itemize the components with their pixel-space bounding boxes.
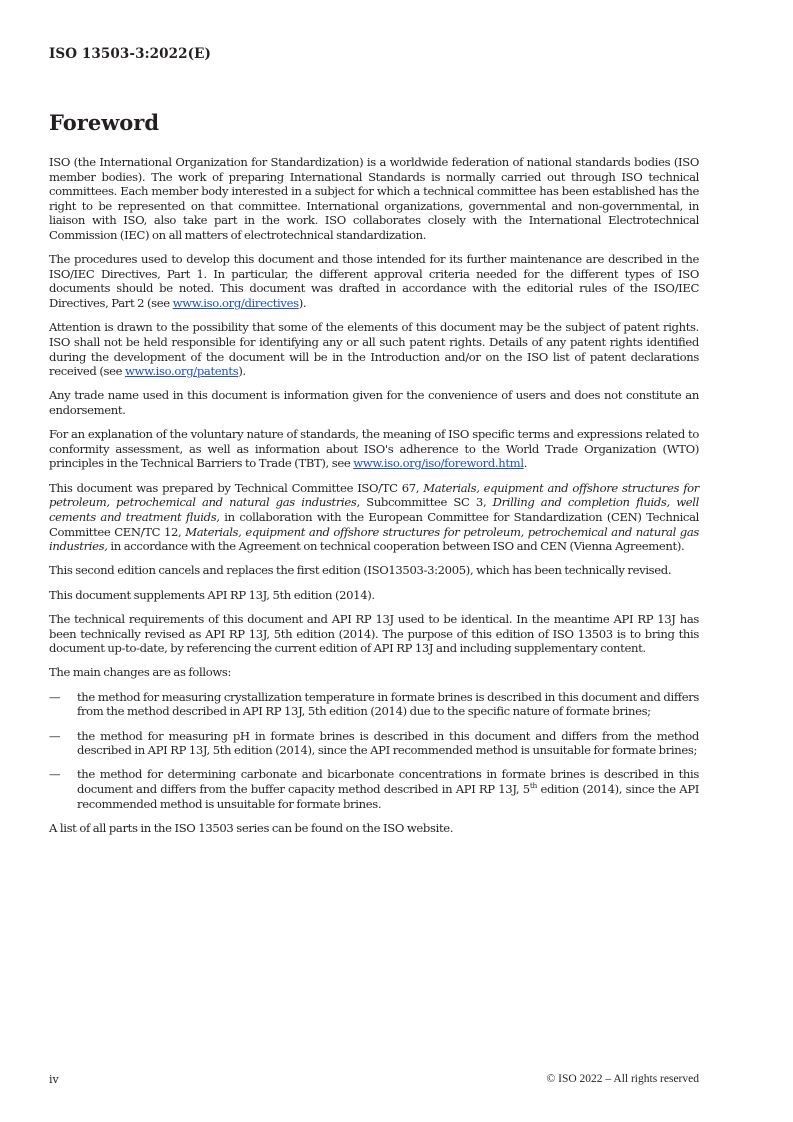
paragraph-main-changes-intro: The main changes are as follows: — [49, 665, 232, 680]
list-item — [49, 729, 699, 758]
paragraph-parts-list: A list of all parts in the ISO 13503 series can be found on the ISO website. — [49, 820, 454, 835]
document-page — [49, 0, 699, 1122]
main-changes-list — [49, 690, 699, 812]
superscript: th — [529, 781, 537, 791]
paragraph-text: For an explanation of the voluntary nature of standards, the meaning of ISO specific terms and expressions related to conformity assessment, as well as information about ISO's adherence to the World Trade Organization (WTO) principles in the Technical Barriers to Trade (TBT), see — [49, 427, 699, 471]
section-title: Foreword — [49, 110, 160, 135]
subcommittee-title: Drilling and completion fluids, well cements and treatment fluids, — [49, 495, 699, 524]
paragraph-text: ). — [298, 296, 307, 311]
list-item-text: the method for determining carbonate and bicarbonate concentrations in formate brines is described in this document and differs from the buffer capacity method described in API RP 13J, 5 — [77, 767, 699, 797]
copyright-notice: © ISO 2022 – All rights reserved — [546, 1073, 699, 1085]
foreword-link[interactable]: www.iso.org/iso/foreword.html — [353, 456, 524, 471]
paragraph-text: Attention is drawn to the possibility that some of the elements of this document may be the subject of patent rights. ISO shall not be held responsible for identifying any or all such patent rights. Details of any patent rights identified during the development of the document will be in the Introduction and/or on the ISO list of patent declarations received (see — [49, 320, 699, 379]
dash-bullet: — — [49, 689, 61, 704]
list-item-text: the method for measuring crystallization temperature in formate brines is described in this document and differs from the method described in API RP 13J, 5th edition (2014) due to the specific nature of formate brines; — [77, 689, 699, 719]
paragraph-text: This document was prepared by Technical Committee ISO/TC 67, — [49, 480, 424, 495]
cen-committee-title: Materials, equipment and offshore structures for petroleum, petrochemical and natural gas industries, — [49, 524, 699, 554]
paragraph-text: ). — [238, 364, 246, 379]
paragraph-text: The procedures used to develop this document and those intended for its further maintenance are described in the ISO/IEC Directives, Part 1. In particular, the different approval criteria needed for the different types of ISO documents should be noted. This document was drafted in accordance with the editorial rules of the ISO/IEC Directives, Part 2 (see — [49, 252, 699, 311]
paragraph-supplements: This document supplements API RP 13J, 5th edition (2014). — [49, 587, 375, 602]
document-identifier: ISO 13503-3:2022(E) — [49, 46, 212, 62]
committee-title: Materials, equipment and offshore structures for petroleum, petrochemical and natural gas industries — [49, 480, 699, 510]
paragraph-text: , Subcommittee SC 3, — [356, 495, 493, 510]
paragraph-patents — [49, 320, 699, 378]
paragraph-second-edition: This second edition cancels and replaces the first edition (ISO13503-3:2005), which has been technically revised. — [49, 563, 672, 578]
patents-link[interactable]: www.iso.org/patents — [124, 364, 239, 379]
paragraph-voluntary-nature — [49, 427, 699, 471]
paragraph-text: . — [523, 456, 528, 471]
page-number: iv — [49, 1073, 59, 1086]
page-footer — [49, 1073, 699, 1086]
paragraph-prepared-by — [49, 481, 699, 554]
directives-link[interactable]: www.iso.org/directives — [172, 296, 299, 311]
list-item-text: the method for measuring pH in formate brines is described in this document and differs from the method described in API RP 13J, 5th edition (2014), since the API recommended method is unsuitable for formate brines; — [77, 728, 699, 758]
list-item — [49, 767, 699, 811]
paragraph-iso-intro: ISO (the International Organization for Standardization) is a worldwide federation of national standards bodies (ISO member bodies). The work of preparing International Standards is normally carried out through ISO technical committees. Each member body interested in a subject for which a technical committee has been established has the right to be represented on that committee. International organizations, governmental and non-governmental, in liaison with ISO, also take part in the work. ISO collaborates closely with the International Electrotechnical Commission (IEC) on all matters of electrotechnical standardization. — [49, 155, 699, 242]
list-item — [49, 690, 699, 719]
dash-bullet: — — [49, 767, 61, 782]
paragraph-procedures — [49, 252, 699, 310]
paragraph-trade-name: Any trade name used in this document is information given for the convenience of users and does not constitute an endorsement. — [49, 388, 699, 417]
paragraph-text: in collaboration with the European Committee for Standardization (CEN) Technical Committee CEN/TC 12, — [49, 509, 699, 539]
paragraph-technical-requirements: The technical requirements of this document and API RP 13J used to be identical. In the meantime API RP 13J has been technically revised as API RP 13J, 5th edition (2014). The purpose of this edition of ISO 13503 is to bring this document up-to-date, by referencing the current edition of API RP 13J and including supplementary content. — [49, 611, 699, 656]
foreword-body — [49, 155, 699, 845]
list-item-text: edition (2014), since the API recommended method is unsuitable for formate brines. — [77, 782, 700, 811]
dash-bullet: — — [49, 728, 61, 743]
paragraph-text: in accordance with the Agreement on technical cooperation between ISO and CEN (Vienna Agreement). — [107, 539, 685, 554]
